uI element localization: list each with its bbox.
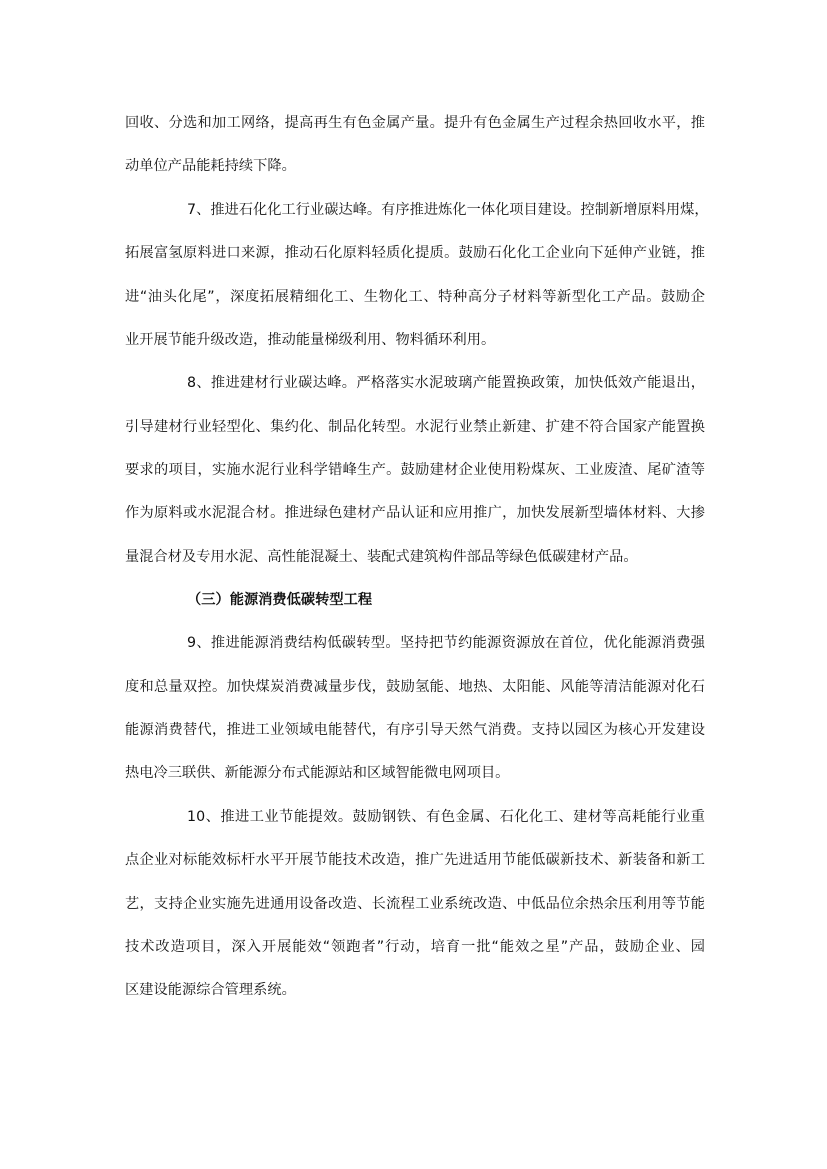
text-line: 度和总量双控。加快煤炭消费减量步伐，鼓励氢能、地热、太阳能、风能等清洁能源对化石 <box>125 679 705 695</box>
text-line: 作为原料或水泥混合材。推进绿色建材产品认证和应用推广，加快发展新型墙体材料、大掺 <box>125 505 705 521</box>
paragraph-8-start: 8、推进建材行业碳达峰。严格落实水泥玻璃产能置换政策，加快低效产能退出， <box>187 375 705 391</box>
text-line: 动单位产品能耗持续下降。 <box>125 158 296 174</box>
text-line: 量混合材及专用水泥、高性能混凝土、装配式建筑构件部品等绿色低碳建材产品。 <box>125 549 638 565</box>
text-line: 进“油头化尾”，深度拓展精细化工、生物化工、特种高分子材料等新型化工产品。鼓励企 <box>125 289 705 305</box>
text-line: 引导建材行业轻型化、集约化、制品化转型。水泥行业禁止新建、扩建不符合国家产能置换 <box>125 419 705 435</box>
text-line: 技术改造项目，深入开展能效“领跑者”行动，培育一批“能效之星”产品，鼓励企业、园 <box>125 939 705 955</box>
paragraph-7-start: 7、推进石化化工行业碳达峰。有序推进炼化一体化项目建设。控制新增原料用煤， <box>187 202 709 218</box>
text-line: 点企业对标能效标杆水平开展节能技术改造，推广先进适用节能低碳新技术、新装备和新工 <box>125 852 705 868</box>
paragraph-9-start: 9、推进能源消费结构低碳转型。坚持把节约能源资源放在首位，优化能源消费强 <box>187 635 705 651</box>
text-line: 拓展富氢原料进口来源，推动石化原料轻质化提质。鼓励石化化工企业向下延伸产业链，推 <box>125 245 705 261</box>
text-line: 能源消费替代，推进工业领域电能替代，有序引导天然气消费。支持以园区为核心开发建设 <box>125 722 705 738</box>
text-line: 要求的项目，实施水泥行业科学错峰生产。鼓励建材企业使用粉煤灰、工业废渣、尾矿渣等 <box>125 462 705 478</box>
paragraph-10-start: 10、推进工业节能提效。鼓励钢铁、有色金属、石化化工、建材等高耗能行业重 <box>187 809 705 825</box>
section-heading: （三）能源消费低碳转型工程 <box>187 592 373 608</box>
text-line: 艺，支持企业实施先进通用设备改造、长流程工业系统改造、中低品位余热余压利用等节能 <box>125 896 705 912</box>
text-line: 业开展节能升级改造，推动能量梯级利用、物料循环利用。 <box>125 332 496 348</box>
text-line: 区建设能源综合管理系统。 <box>125 982 296 998</box>
text-line: 回收、分选和加工网络，提高再生有色金属产量。提升有色金属生产过程余热回收水平，推 <box>125 115 705 131</box>
text-line: 热电冷三联供、新能源分布式能源站和区域智能微电网项目。 <box>125 765 510 781</box>
